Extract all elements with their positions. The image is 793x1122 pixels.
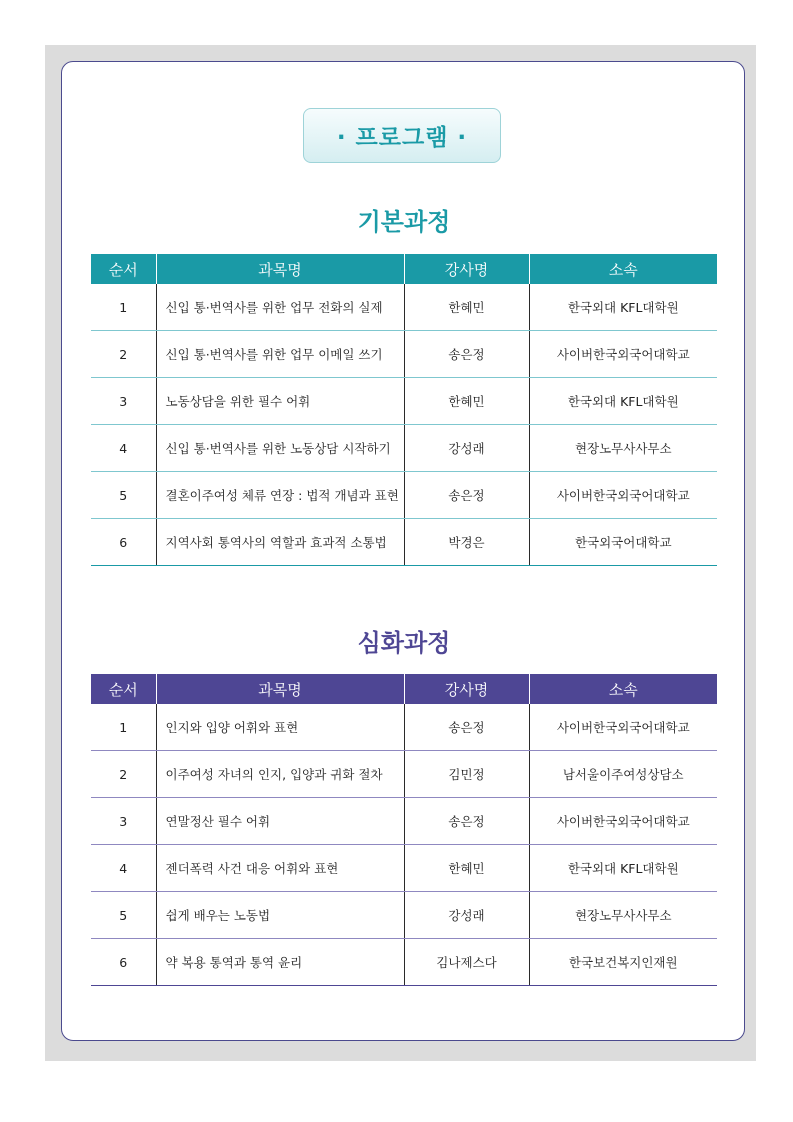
table-row xyxy=(91,798,717,845)
table-row xyxy=(91,331,717,378)
affiliation: 현장노무사사무소 xyxy=(529,425,717,472)
advanced-course-table xyxy=(91,674,717,986)
column-header-instructor: 강사명 xyxy=(404,254,529,284)
affiliation: 사이버한국외국어대학교 xyxy=(529,798,717,845)
table-row xyxy=(91,892,717,939)
course-name: 신입 통·번역사를 위한 업무 전화의 실제 xyxy=(156,284,404,331)
course-name: 쉽게 배우는 노동법 xyxy=(156,892,404,939)
instructor-name: 한혜민 xyxy=(404,378,529,425)
course-name: 젠더폭력 사건 대응 어휘와 표현 xyxy=(156,845,404,892)
table-row xyxy=(91,472,717,519)
instructor-name: 한혜민 xyxy=(404,845,529,892)
instructor-name: 송은정 xyxy=(404,704,529,751)
table-row xyxy=(91,704,717,751)
affiliation: 사이버한국외국어대학교 xyxy=(529,331,717,378)
table-header-row xyxy=(91,674,717,704)
column-header-order: 순서 xyxy=(91,254,156,284)
advanced-course-title: 심화과정 xyxy=(357,629,451,657)
column-header-affiliation: 소속 xyxy=(529,254,717,284)
affiliation: 한국외대 KFL대학원 xyxy=(529,378,717,425)
instructor-name: 송은정 xyxy=(404,798,529,845)
row-number: 4 xyxy=(91,425,156,472)
row-number: 1 xyxy=(91,704,156,751)
row-number: 2 xyxy=(91,751,156,798)
column-header-instructor: 강사명 xyxy=(404,674,529,704)
row-number: 5 xyxy=(91,472,156,519)
row-number: 4 xyxy=(91,845,156,892)
basic-course-title: 기본과정 xyxy=(357,208,451,236)
row-number: 6 xyxy=(91,519,156,566)
row-number: 3 xyxy=(91,798,156,845)
course-name: 결혼이주여성 체류 연장 : 법적 개념과 표현 xyxy=(156,472,404,519)
course-name: 인지와 입양 어휘와 표현 xyxy=(156,704,404,751)
instructor-name: 김나제스다 xyxy=(404,939,529,986)
instructor-name: 송은정 xyxy=(404,472,529,519)
table-row xyxy=(91,519,717,566)
row-number: 1 xyxy=(91,284,156,331)
course-name: 신입 통·번역사를 위한 업무 이메일 쓰기 xyxy=(156,331,404,378)
affiliation: 사이버한국외국어대학교 xyxy=(529,704,717,751)
basic-course-table xyxy=(91,254,717,566)
course-name: 신입 통·번역사를 위한 노동상담 시작하기 xyxy=(156,425,404,472)
affiliation: 현장노무사사무소 xyxy=(529,892,717,939)
course-name: 이주여성 자녀의 인지, 입양과 귀화 절차 xyxy=(156,751,404,798)
column-header-course: 과목명 xyxy=(156,254,404,284)
table-row xyxy=(91,845,717,892)
instructor-name: 강성래 xyxy=(404,425,529,472)
table-row xyxy=(91,378,717,425)
table-row xyxy=(91,425,717,472)
affiliation: 한국외국어대학교 xyxy=(529,519,717,566)
column-header-affiliation: 소속 xyxy=(529,674,717,704)
affiliation: 한국보건복지인재원 xyxy=(529,939,717,986)
row-number: 3 xyxy=(91,378,156,425)
table-row xyxy=(91,939,717,986)
table-row xyxy=(91,751,717,798)
course-name: 연말정산 필수 어휘 xyxy=(156,798,404,845)
instructor-name: 한혜민 xyxy=(404,284,529,331)
instructor-name: 박경은 xyxy=(404,519,529,566)
table-row xyxy=(91,284,717,331)
instructor-name: 강성래 xyxy=(404,892,529,939)
affiliation: 사이버한국외국어대학교 xyxy=(529,472,717,519)
row-number: 5 xyxy=(91,892,156,939)
affiliation: 남서울이주여성상담소 xyxy=(529,751,717,798)
affiliation: 한국외대 KFL대학원 xyxy=(529,284,717,331)
affiliation: 한국외대 KFL대학원 xyxy=(529,845,717,892)
instructor-name: 송은정 xyxy=(404,331,529,378)
course-name: 약 복용 통역과 통역 윤리 xyxy=(156,939,404,986)
column-header-course: 과목명 xyxy=(156,674,404,704)
course-name: 지역사회 통역사의 역할과 효과적 소통법 xyxy=(156,519,404,566)
table-header-row xyxy=(91,254,717,284)
row-number: 6 xyxy=(91,939,156,986)
instructor-name: 김민정 xyxy=(404,751,529,798)
course-name: 노동상담을 위한 필수 어휘 xyxy=(156,378,404,425)
column-header-order: 순서 xyxy=(91,674,156,704)
row-number: 2 xyxy=(91,331,156,378)
program-badge: · 프로그램 · xyxy=(303,108,501,163)
